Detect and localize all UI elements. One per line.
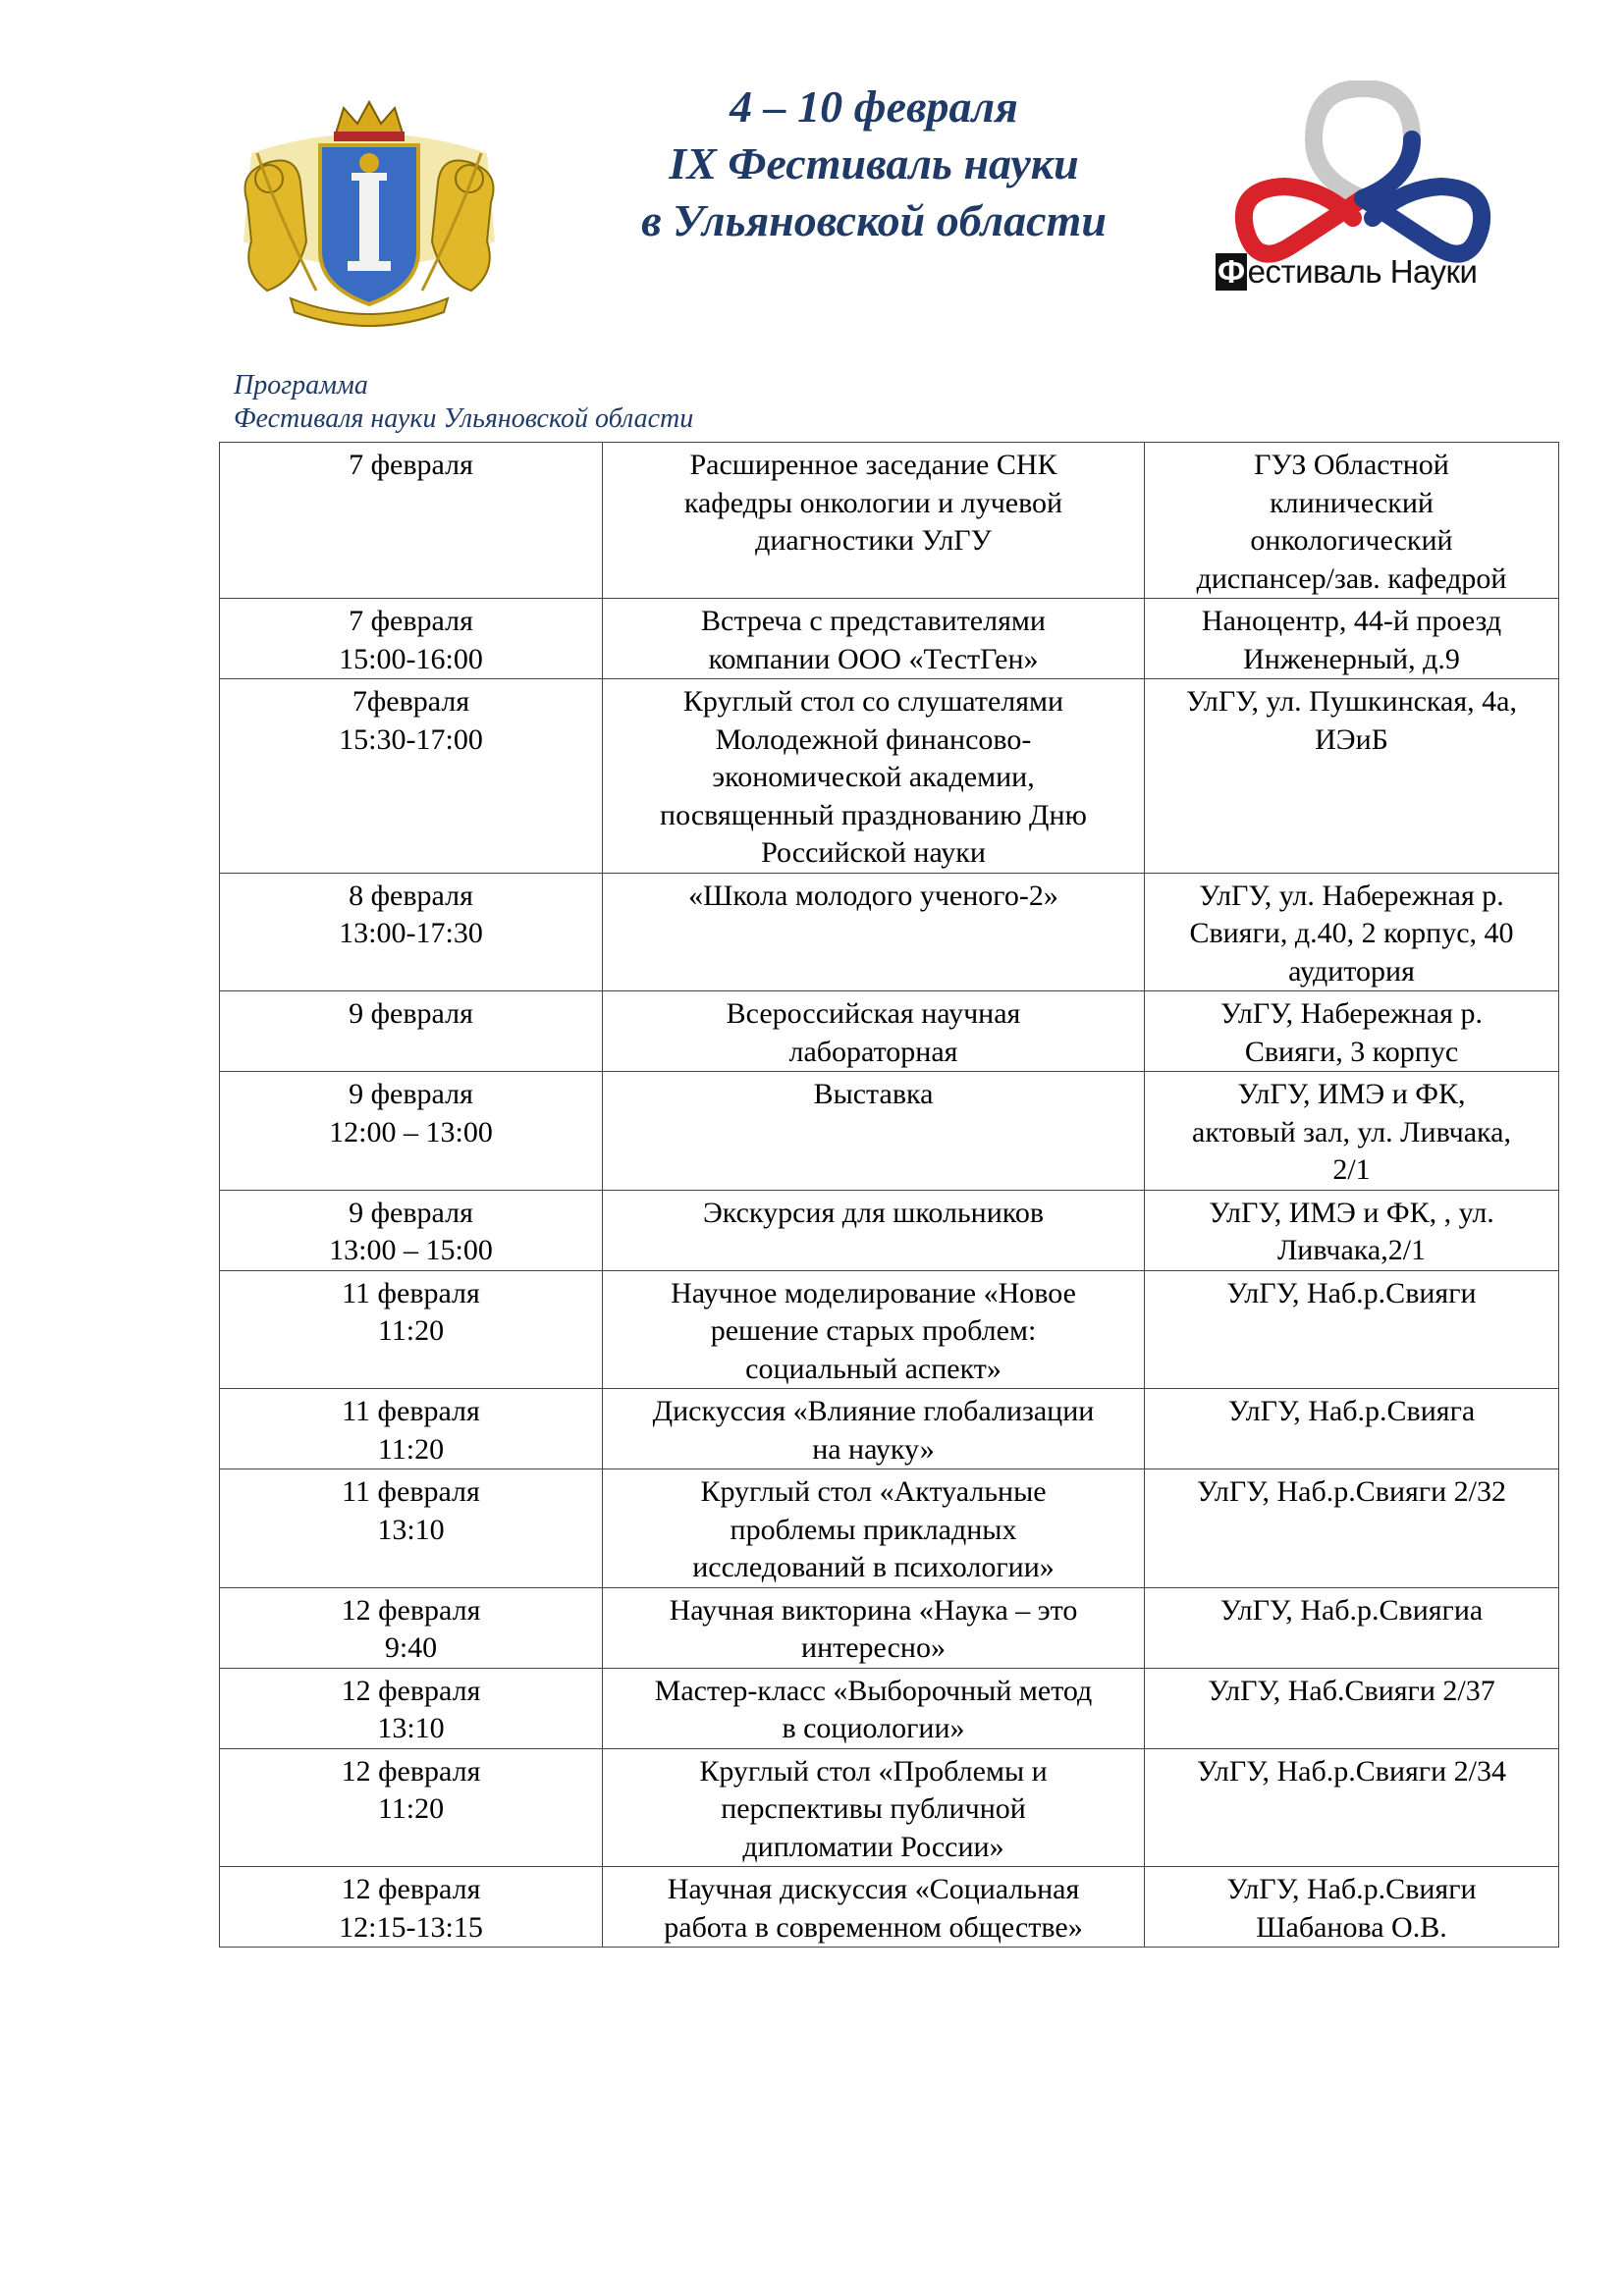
- program-caption: [234, 369, 693, 436]
- event-cell-line: Молодежной финансово-: [715, 722, 1032, 756]
- date-cell: [220, 1072, 603, 1191]
- event-cell-line: Научная дискуссия «Социальная: [667, 1873, 1080, 1905]
- event-cell-line: кафедры онкологии и лучевой: [683, 486, 1063, 519]
- event-cell-line: работа в современном обществе»: [664, 1910, 1083, 1944]
- event-cell-line: социальный аспект»: [745, 1352, 1001, 1385]
- date-cell-line: 8 февраля: [349, 879, 473, 912]
- event-cell-line: Выставка: [813, 1078, 934, 1110]
- place-cell-line: УлГУ, Наб.р.Свияга: [1227, 1395, 1476, 1427]
- date-cell: [220, 1270, 603, 1389]
- event-cell: [603, 1469, 1145, 1588]
- event-cell-line: проблемы прикладных: [730, 1513, 1017, 1546]
- table-row: [220, 1190, 1559, 1270]
- place-cell: [1145, 1668, 1559, 1748]
- table-row: [220, 1748, 1559, 1867]
- place-cell: [1145, 991, 1559, 1072]
- date-cell: [220, 1389, 603, 1469]
- event-cell-line: дипломатии России»: [742, 1830, 1004, 1863]
- event-cell: [603, 873, 1145, 991]
- event-cell: [603, 443, 1145, 599]
- place-cell-line: УлГУ, Наб.р.Свияги 2/32: [1197, 1475, 1506, 1508]
- table-row: [220, 679, 1559, 874]
- date-cell-line: 13:00 – 15:00: [329, 1234, 493, 1266]
- date-cell-line: 12 февраля: [341, 1674, 481, 1707]
- event-cell-line: в социологии»: [782, 1712, 965, 1744]
- event-cell: [603, 1668, 1145, 1748]
- event-cell-line: лабораторная: [788, 1035, 958, 1068]
- date-cell-line: 11 февраля: [342, 1475, 480, 1508]
- date-cell-line: 11:20: [377, 1792, 445, 1825]
- place-cell-line: 2/1: [1332, 1153, 1371, 1186]
- date-cell-line: 13:10: [377, 1712, 445, 1744]
- place-cell-line: УлГУ, Наб.р.Свияги: [1226, 1276, 1477, 1309]
- program-caption-line: Программа: [234, 370, 368, 400]
- table-row: [220, 599, 1559, 679]
- place-cell-line: Шабанова О.В.: [1256, 1910, 1447, 1944]
- place-cell-line: клинический: [1270, 486, 1434, 519]
- date-cell: [220, 991, 603, 1072]
- place-cell-line: УлГУ, Наб.р.Свияги: [1226, 1873, 1477, 1905]
- event-cell-line: интересно»: [801, 1631, 946, 1664]
- page-title: [550, 79, 1198, 249]
- date-cell-line: 9 февраля: [349, 997, 473, 1030]
- date-cell: [220, 599, 603, 679]
- event-cell-line: посвященный празднованию Дню: [660, 798, 1087, 831]
- date-cell-line: 9 февраля: [349, 1078, 473, 1110]
- place-cell: [1145, 1270, 1559, 1389]
- table-row: [220, 873, 1559, 991]
- place-cell: [1145, 1190, 1559, 1270]
- title-line: 4 – 10 февраля: [730, 81, 1018, 132]
- event-cell: [603, 1389, 1145, 1469]
- event-cell: [603, 991, 1145, 1072]
- event-cell-line: Круглый стол со слушателями: [682, 685, 1064, 718]
- event-cell-line: Дискуссия «Влияние глобализации: [652, 1395, 1095, 1427]
- event-cell-line: Всероссийская научная: [726, 997, 1021, 1030]
- date-cell-line: 12:15-13:15: [339, 1910, 483, 1944]
- date-cell-line: 13:00-17:30: [339, 917, 483, 949]
- festival-logo-text: [1216, 253, 1510, 291]
- place-cell-line: УлГУ, Наб.р.Свиягиа: [1219, 1593, 1484, 1627]
- table-row: [220, 1072, 1559, 1191]
- event-cell: [603, 1270, 1145, 1389]
- event-cell: [603, 1587, 1145, 1668]
- date-cell-line: 11 февраля: [342, 1395, 480, 1427]
- table-row: [220, 1668, 1559, 1748]
- event-cell-line: Научное моделирование «Новое: [671, 1276, 1076, 1309]
- place-cell-line: УлГУ, ул. Пушкинская, 4а,: [1186, 685, 1517, 718]
- place-cell-line: ИЭиБ: [1315, 722, 1388, 756]
- place-cell: [1145, 599, 1559, 679]
- place-cell-line: Свияги, 3 корпус: [1244, 1035, 1459, 1068]
- place-cell: [1145, 1748, 1559, 1867]
- table-row: [220, 991, 1559, 1072]
- table-row: [220, 1469, 1559, 1588]
- place-cell-line: УлГУ, Набережная р.: [1220, 997, 1483, 1030]
- event-cell-line: Российской науки: [761, 836, 986, 869]
- date-cell: [220, 1190, 603, 1270]
- place-cell: [1145, 873, 1559, 991]
- event-cell-line: Мастер-класс «Выборочный метод: [654, 1674, 1093, 1707]
- date-cell-line: 12 февраля: [341, 1754, 481, 1788]
- date-cell: [220, 1469, 603, 1588]
- date-cell: [220, 1867, 603, 1948]
- date-cell-line: 7 февраля: [349, 605, 473, 637]
- place-cell-line: диспансер/зав. кафедрой: [1196, 561, 1507, 595]
- coat-of-arms-icon: [228, 94, 511, 336]
- date-cell-line: 13:10: [377, 1513, 445, 1546]
- place-cell-line: Наноцентр, 44-й проезд: [1201, 605, 1502, 637]
- place-cell: [1145, 1587, 1559, 1668]
- event-cell: [603, 1748, 1145, 1867]
- place-cell-line: ГУЗ Областной: [1254, 449, 1449, 481]
- event-cell-line: «Школа молодого ученого-2»: [688, 879, 1058, 912]
- table-row: [220, 1587, 1559, 1668]
- place-cell-line: Свияги, д.40, 2 корпус, 40: [1189, 917, 1514, 949]
- festival-logo-rest: естиваль Науки: [1247, 253, 1478, 290]
- event-cell: [603, 679, 1145, 874]
- place-cell-line: аудитория: [1288, 954, 1415, 988]
- table-row: [220, 443, 1559, 599]
- date-cell-line: 15:30-17:00: [339, 722, 483, 756]
- event-cell-line: решение старых проблем:: [710, 1314, 1037, 1347]
- date-cell: [220, 1668, 603, 1748]
- place-cell: [1145, 1389, 1559, 1469]
- date-cell-line: 9:40: [384, 1631, 438, 1664]
- event-cell-line: Круглый стол «Актуальные: [700, 1475, 1047, 1508]
- date-cell-line: 7февраля: [352, 685, 470, 718]
- event-cell-line: компании ООО «ТестГен»: [708, 642, 1039, 675]
- program-caption-line: Фестиваля науки Ульяновской области: [234, 403, 694, 434]
- date-cell-line: 11:20: [377, 1432, 445, 1466]
- place-cell-line: актовый зал, ул. Ливчака,: [1192, 1115, 1511, 1148]
- date-cell-line: 15:00-16:00: [339, 642, 483, 675]
- place-cell: [1145, 443, 1559, 599]
- schedule-table: [219, 442, 1559, 1948]
- title-line: IX Фестиваль науки: [669, 138, 1079, 188]
- event-cell-line: исследований в психологии»: [692, 1551, 1055, 1583]
- place-cell: [1145, 679, 1559, 874]
- place-cell-line: УлГУ, Наб.р.Свияги 2/34: [1197, 1754, 1506, 1788]
- event-cell: [603, 1072, 1145, 1191]
- festival-logo-cap: Ф: [1218, 253, 1245, 290]
- place-cell: [1145, 1469, 1559, 1588]
- place-cell-line: УлГУ, ул. Набережная р.: [1199, 879, 1504, 912]
- place-cell-line: УлГУ, Наб.Свияги 2/37: [1208, 1674, 1495, 1707]
- event-cell-line: Научная викторина «Наука – это: [669, 1593, 1078, 1627]
- table-row: [220, 1867, 1559, 1948]
- event-cell-line: Круглый стол «Проблемы и: [699, 1754, 1048, 1788]
- date-cell: [220, 443, 603, 599]
- schedule-body: [220, 443, 1559, 1948]
- date-cell-line: 12:00 – 13:00: [329, 1115, 493, 1148]
- event-cell: [603, 1867, 1145, 1948]
- table-row: [220, 1270, 1559, 1389]
- event-cell: [603, 1190, 1145, 1270]
- place-cell-line: УлГУ, ИМЭ и ФК, , ул.: [1209, 1196, 1494, 1229]
- date-cell-line: 12 февраля: [341, 1593, 481, 1627]
- event-cell-line: перспективы публичной: [721, 1792, 1026, 1825]
- place-cell: [1145, 1867, 1559, 1948]
- event-cell: [603, 599, 1145, 679]
- date-cell-line: 11:20: [377, 1314, 445, 1347]
- date-cell: [220, 873, 603, 991]
- date-cell: [220, 1748, 603, 1867]
- date-cell: [220, 679, 603, 874]
- event-cell-line: экономической академии,: [712, 761, 1035, 793]
- place-cell-line: Инженерный, д.9: [1243, 642, 1460, 675]
- date-cell-line: 9 февраля: [349, 1196, 473, 1229]
- table-row: [220, 1389, 1559, 1469]
- title-line: в Ульяновской области: [641, 195, 1107, 245]
- event-cell-line: Расширенное заседание СНК: [689, 449, 1057, 481]
- date-cell-line: 12 февраля: [341, 1873, 481, 1905]
- event-cell-line: Встреча с представителями: [701, 605, 1046, 637]
- place-cell: [1145, 1072, 1559, 1191]
- event-cell-line: Экскурсия для школьников: [702, 1196, 1045, 1229]
- event-cell-line: на науку»: [812, 1432, 935, 1466]
- date-cell-line: 7 февраля: [349, 449, 473, 481]
- date-cell: [220, 1587, 603, 1668]
- event-cell-line: диагностики УлГУ: [755, 524, 992, 557]
- place-cell-line: онкологический: [1250, 524, 1453, 557]
- date-cell-line: 11 февраля: [342, 1276, 480, 1309]
- place-cell-line: УлГУ, ИМЭ и ФК,: [1237, 1078, 1466, 1110]
- place-cell-line: Ливчака,2/1: [1276, 1234, 1427, 1266]
